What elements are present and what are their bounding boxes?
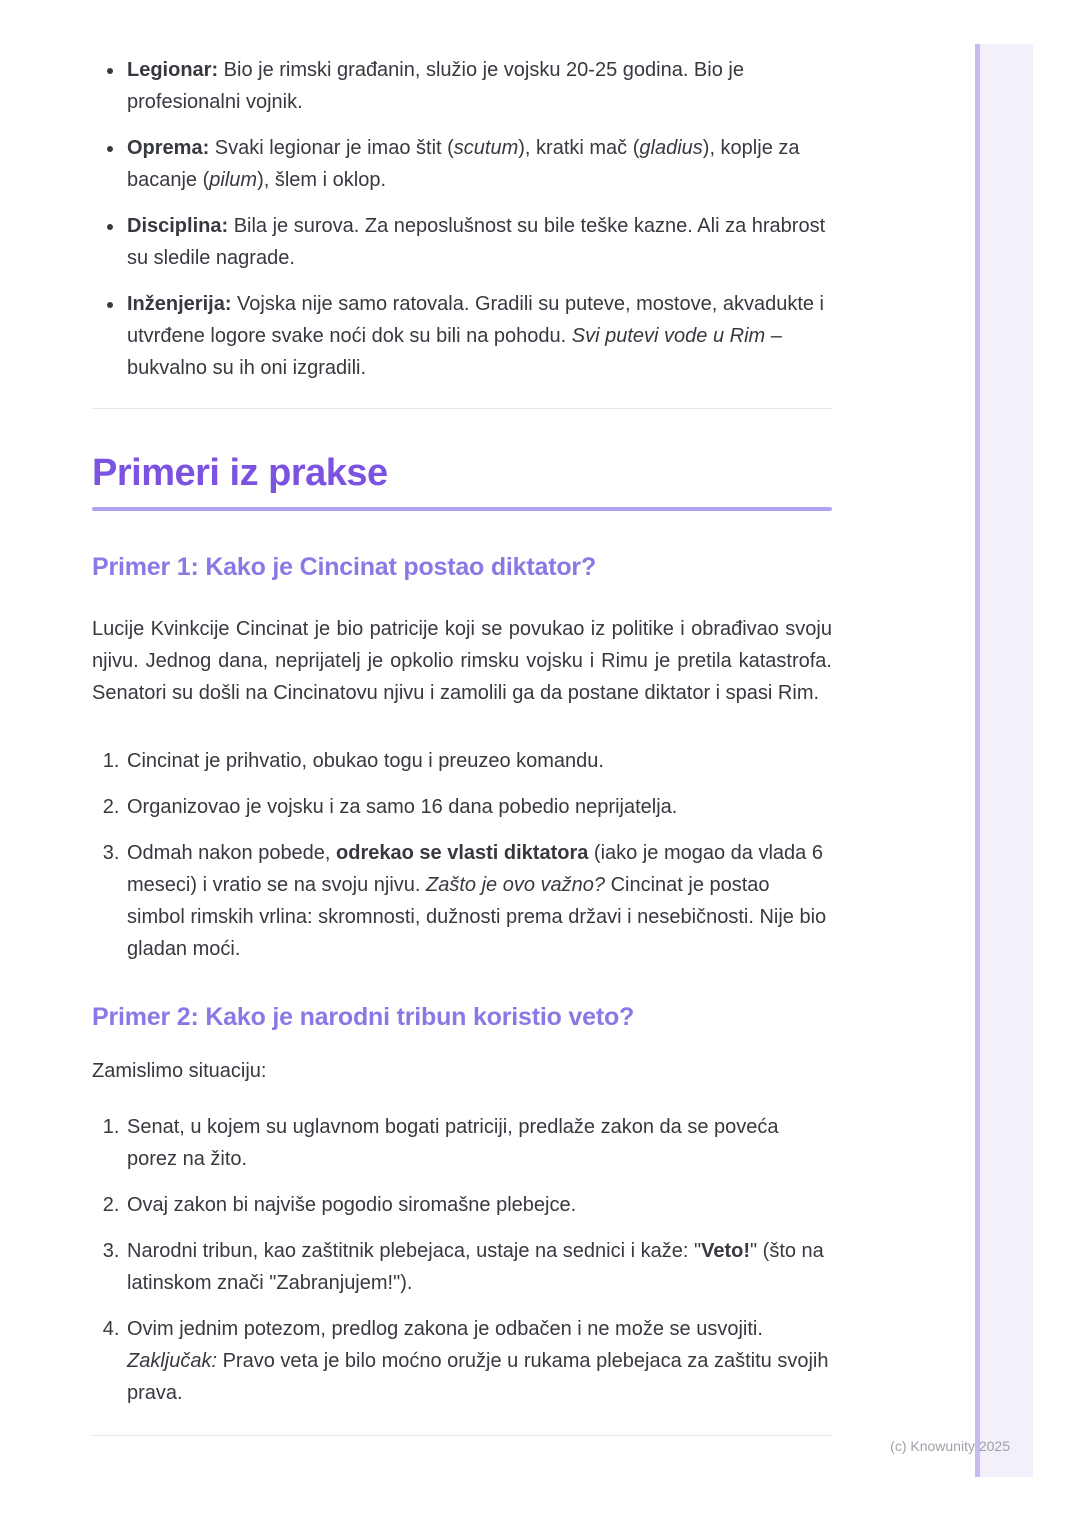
text-segment: Cincinat je postao simbol rimskih vrlina: skromnosti, dužnosti prema državi i nesebičnosti. Nije bio gladan moći. [127,874,827,960]
heading-underline [92,507,832,511]
text-segment: Veto! [701,1240,750,1262]
text-segment: Ovaj zakon bi najviše pogodio siromašne plebejce. [127,1194,577,1216]
text-segment: Ovim jednim potezom, predlog zakona je odbačen i ne može se usvojiti. [127,1318,763,1340]
text-segment: Narodni tribun, kao zaštitnik plebejaca, ustaje na sednici i kaže: " [127,1240,702,1262]
roman-army-bullet-list [92,54,832,384]
text-segment: Senat, u kojem su uglavnom bogati patriciji, predlaže zakon da se poveća porez na žito. [127,1116,779,1170]
text-segment: Organizovao je vojsku i za samo 16 dana pobedio neprijatelja. [127,796,678,818]
list-item [125,210,832,274]
page-title: Primeri iz prakse [92,452,388,494]
text-segment: odrekao se vlasti diktatora [336,842,589,864]
example2-heading: Primer 2: Kako je narodni tribun koristio veto? [92,1003,635,1031]
text-segment: ), kratki mač ( [518,137,640,159]
text-segment: Zašto je ovo važno? [426,874,606,896]
text-segment: (iako je mogao da vlada 6 meseci) i vratio se na svoju njivu. [127,842,823,896]
copyright-note: (c) Knowunity 2025 [890,1438,1010,1454]
example1-paragraph: Lucije Kvinkcije Cincinat je bio patricije koji se povukao iz politike i obrađivao svoju njivu. Jednog dana, neprijatelj je opkolio rimsku vojsku i Rimu je pretila katastrofa. Senatori su došli na Cincinatovu njivu i zamolili ga da postane diktator i spasi Rim. [92,618,832,704]
example2-step-list [92,1111,832,1409]
text-segment: Cincinat je prihvatio, obukao togu i preuzeo komandu. [127,750,604,772]
text-segment: Oprema: [127,137,210,159]
text-segment: pilum [209,169,258,191]
text-segment: " (što na latinskom znači "Zabranjujem!"). [127,1240,824,1294]
list-item [125,54,832,118]
list-item [125,1189,832,1221]
text-segment: Legionar: [127,59,219,81]
text-segment: Svaki legionar je imao štit ( [209,137,454,159]
list-item [125,745,832,777]
bottom-divider [92,1435,832,1436]
list-item [125,1235,832,1299]
side-stripe-decoration [975,44,1033,1477]
list-item [125,288,832,384]
example1-heading: Primer 1: Kako je Cincinat postao diktator? [92,553,597,581]
example2-intro: Zamislimo situaciju: [92,1060,267,1082]
list-item [125,1313,832,1409]
text-segment: Vojska nije samo ratovala. Gradili su puteve, mostove, akvadukte i utvrđene logore svake noći dok su bili na pohodu. [127,293,825,347]
text-segment: gladius [639,137,703,159]
text-segment: Bila je surova. Za neposlušnost su bile teške kazne. Ali za hrabrost su sledile nagrade. [127,215,826,269]
text-segment: ), šlem i oklop. [257,169,387,191]
list-item [125,1111,832,1175]
section-divider [92,408,832,409]
text-segment: – bukvalno su ih oni izgradili. [127,325,782,379]
text-segment: Odmah nakon pobede, [127,842,337,864]
example1-step-list [92,745,832,965]
text-segment: ), koplje za bacanje ( [127,137,800,191]
document-content [92,0,832,1436]
text-segment: Disciplina: [127,215,229,237]
text-segment: Bio je rimski građanin, služio je vojsku 20-25 godina. Bio je profesionalni vojnik. [127,59,744,113]
text-segment: Zaključak: [127,1350,218,1372]
text-segment: scutum [453,137,519,159]
text-segment: Pravo veta je bilo moćno oružje u rukama plebejaca za zaštitu svojih prava. [127,1350,829,1404]
list-item [125,837,832,965]
text-segment: Svi putevi vode u Rim [571,325,766,347]
list-item [125,791,832,823]
text-segment: Inženjerija: [127,293,232,315]
list-item [125,132,832,196]
